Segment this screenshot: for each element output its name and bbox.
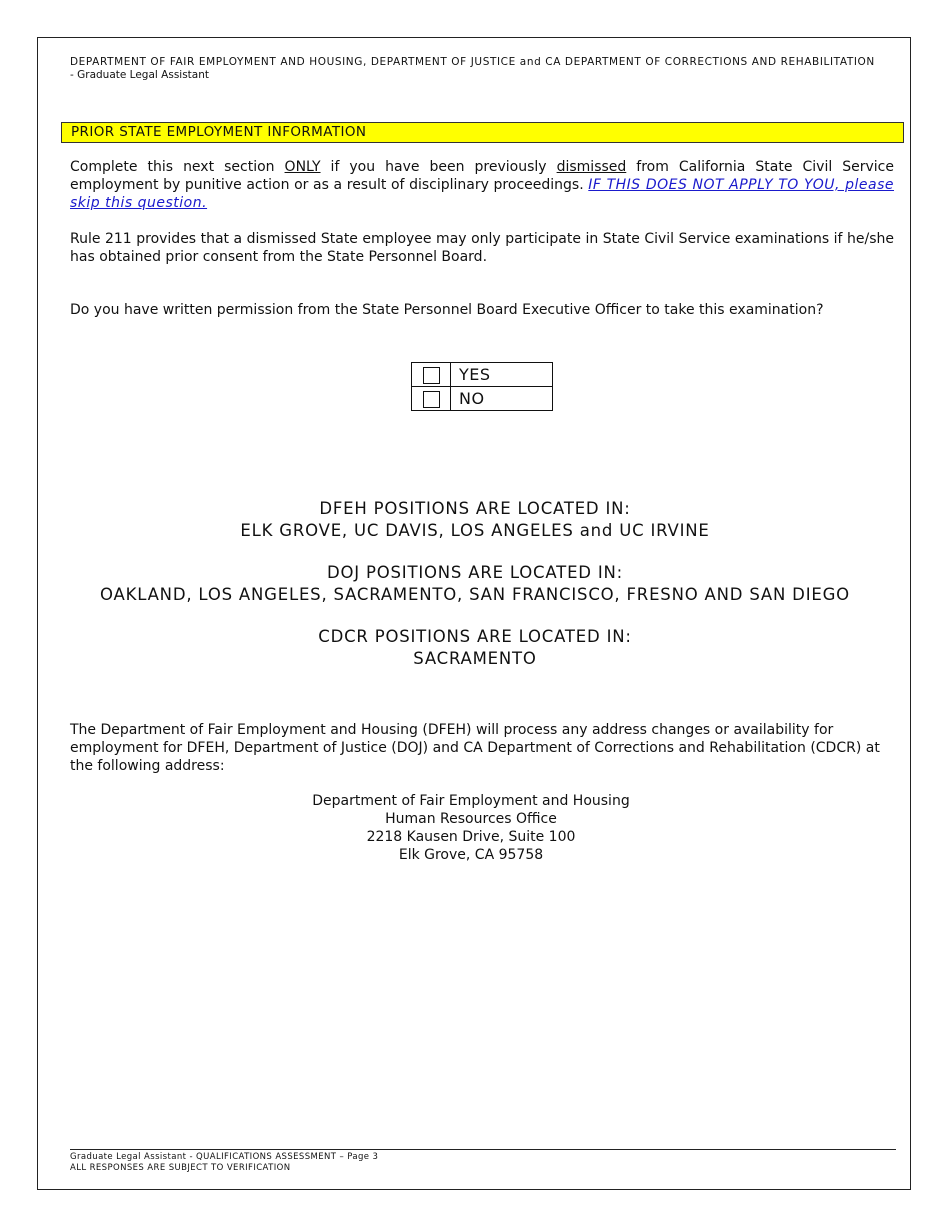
header-title: DEPARTMENT OF FAIR EMPLOYMENT AND HOUSING, DEPARTMENT OF JUSTICE and CA DEPARTMENT OF CORRECTIONS AND REHABILITATION (70, 56, 875, 68)
header-subtitle: - Graduate Legal Assistant (70, 69, 209, 81)
address-line-3: 2218 Kausen Drive, Suite 100 (366, 829, 576, 845)
dfeh-heading: DFEH POSITIONS ARE LOCATED IN: (319, 499, 631, 518)
dismissed-emphasis: dismissed (556, 159, 627, 175)
instruction-text-2: if you have been previously (320, 159, 557, 175)
cdcr-cities: SACRAMENTO (413, 649, 537, 668)
yes-no-choice (411, 362, 553, 411)
address-line-2: Human Resources Office (385, 811, 557, 827)
instruction-text-3: from California State Civil Service employment by punitive action or as a result of disciplinary proceedings. (70, 159, 894, 193)
address-line-4: Elk Grove, CA 95758 (398, 847, 544, 863)
skip-question-link[interactable]: IF THIS DOES NOT APPLY TO YOU, please skip this question. (70, 177, 894, 211)
address-change-notice: The Department of Fair Employment and Housing (DFEH) will process any address changes or availability for employment for DFEH, Department of Justice (DOJ) and CA Department of Corrections and Rehabilitation (CDCR) at the following address: (70, 722, 880, 774)
no-checkbox[interactable] (423, 391, 440, 408)
permission-question: Do you have written permission from the State Personnel Board Executive Officer to take this examination? (70, 302, 824, 318)
doj-locations (40, 562, 910, 606)
page-header (70, 56, 900, 82)
doj-heading: DOJ POSITIONS ARE LOCATED IN: (326, 563, 624, 582)
only-emphasis: ONLY (284, 159, 321, 175)
yes-row (412, 363, 553, 387)
no-row (412, 387, 553, 411)
yes-checkbox-cell (412, 363, 451, 387)
dismissal-instruction (70, 158, 894, 212)
mailing-address (261, 792, 681, 864)
no-checkbox-cell (412, 387, 451, 411)
address-line-1: Department of Fair Employment and Housing (312, 793, 630, 809)
dfeh-locations (40, 498, 910, 542)
page-footer (70, 1152, 896, 1174)
footer-verification-note: ALL RESPONSES ARE SUBJECT TO VERIFICATION (70, 1163, 291, 1173)
section-title-band: PRIOR STATE EMPLOYMENT INFORMATION (61, 122, 904, 143)
rule-211-paragraph: Rule 211 provides that a dismissed State employee may only participate in State Civil Service examinations if he/she has obtained prior consent from the State Personnel Board. (70, 231, 894, 265)
yes-checkbox[interactable] (423, 367, 440, 384)
doj-cities: OAKLAND, LOS ANGELES, SACRAMENTO, SAN FRANCISCO, FRESNO AND SAN DIEGO (100, 585, 850, 604)
yes-label: YES (451, 363, 553, 387)
cdcr-locations (40, 626, 910, 670)
position-locations (40, 498, 910, 690)
instruction-text-1: Complete this next section (70, 159, 285, 175)
no-label: NO (451, 387, 553, 411)
footer-divider (70, 1149, 896, 1150)
dfeh-cities: ELK GROVE, UC DAVIS, LOS ANGELES and UC IRVINE (240, 521, 710, 540)
footer-page-label: Graduate Legal Assistant - QUALIFICATIONS ASSESSMENT – Page 3 (70, 1152, 379, 1162)
cdcr-heading: CDCR POSITIONS ARE LOCATED IN: (318, 627, 632, 646)
